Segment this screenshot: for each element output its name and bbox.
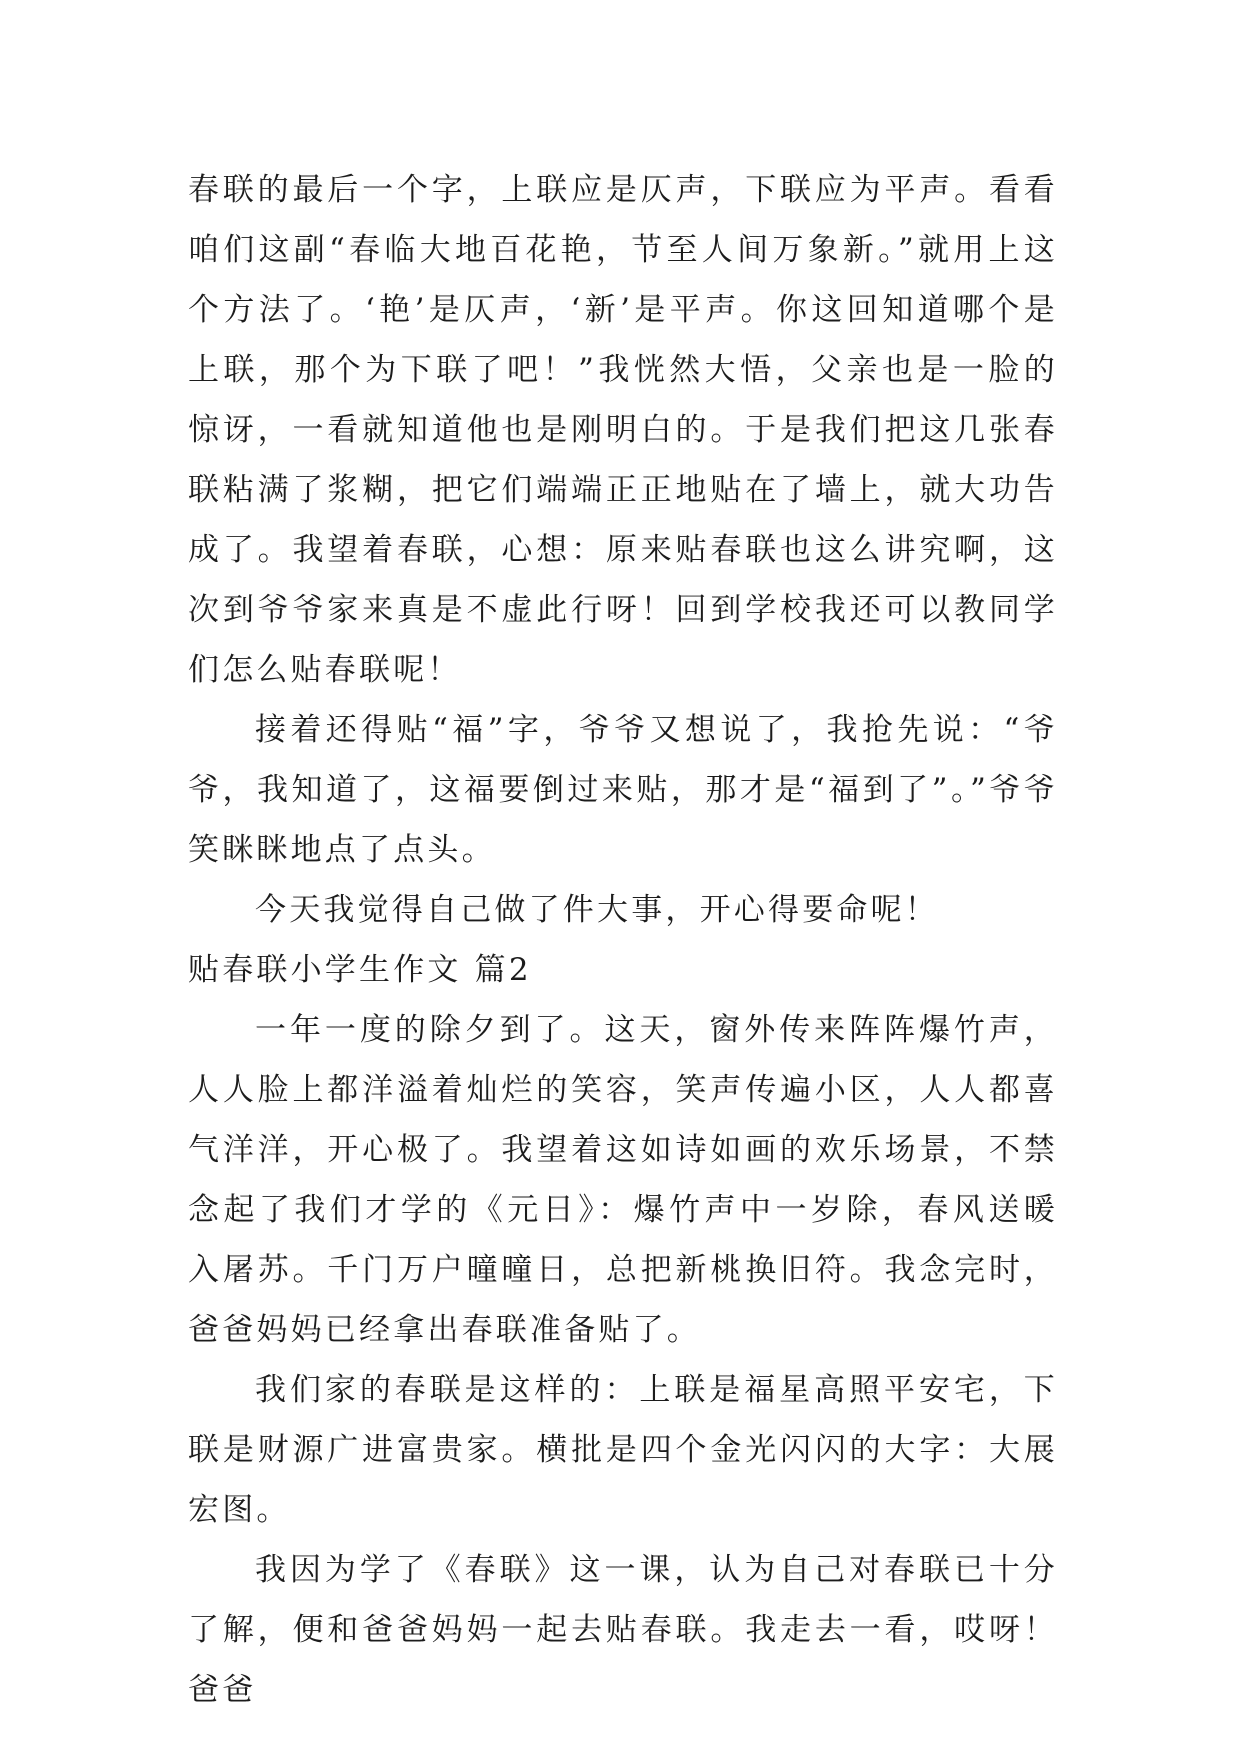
paragraph-couplet-rules: 春联的最后一个字，上联应是仄声，下联应为平声。看看咱们这副“春临大地百花艳，节至人间万象新。”就用上这个方法了。‘艳’是仄声，‘新’是平声。你这回知道哪个是上联，那个为下联了吧！”我恍然大悟，父亲也是一脸的惊讶，一看就知道他也是刚明白的。于是我们把这几张春联粘满了浆糊，把它们端端正正地贴在了墙上，就大功告成了。我望着春联，心想：原来贴春联也这么讲究啊，这次到爷爷家来真是不虚此行呀！回到学校我还可以教同学们怎么贴春联呢！ (188, 172, 1058, 688)
document-body (188, 160, 1058, 1720)
paragraph-family-couplet: 我们家的春联是这样的：上联是福星高照平安宅，下联是财源广进富贵家。横批是四个金光闪闪的大字：大展宏图。 (188, 1372, 1058, 1528)
paragraph-posting-couplet: 我因为学了《春联》这一课，认为自己对春联已十分了解，便和爸爸妈妈一起去贴春联。我走去一看，哎呀！爸爸 (188, 1552, 1058, 1708)
paragraph-conclusion: 今天我觉得自己做了件大事，开心得要命呢！ (255, 892, 939, 928)
paragraph-new-year-eve: 一年一度的除夕到了。这天，窗外传来阵阵爆竹声，人人脸上都洋溢着灿烂的笑容，笑声传遍小区，人人都喜气洋洋，开心极了。我望着这如诗如画的欢乐场景，不禁念起了我们才学的《元日》：爆竹声中一岁除，春风送暖入屠苏。千门万户曈曈日，总把新桃换旧符。我念完时，爸爸妈妈已经拿出春联准备贴了。 (188, 1012, 1058, 1348)
paragraph-fu-character: 接着还得贴“福”字，爷爷又想说了，我抢先说：“爷爷，我知道了，这福要倒过来贴，那才是“福到了”。”爷爷笑眯眯地点了点头。 (188, 712, 1058, 868)
essay-heading: 贴春联小学生作文 篇2 (188, 952, 532, 988)
